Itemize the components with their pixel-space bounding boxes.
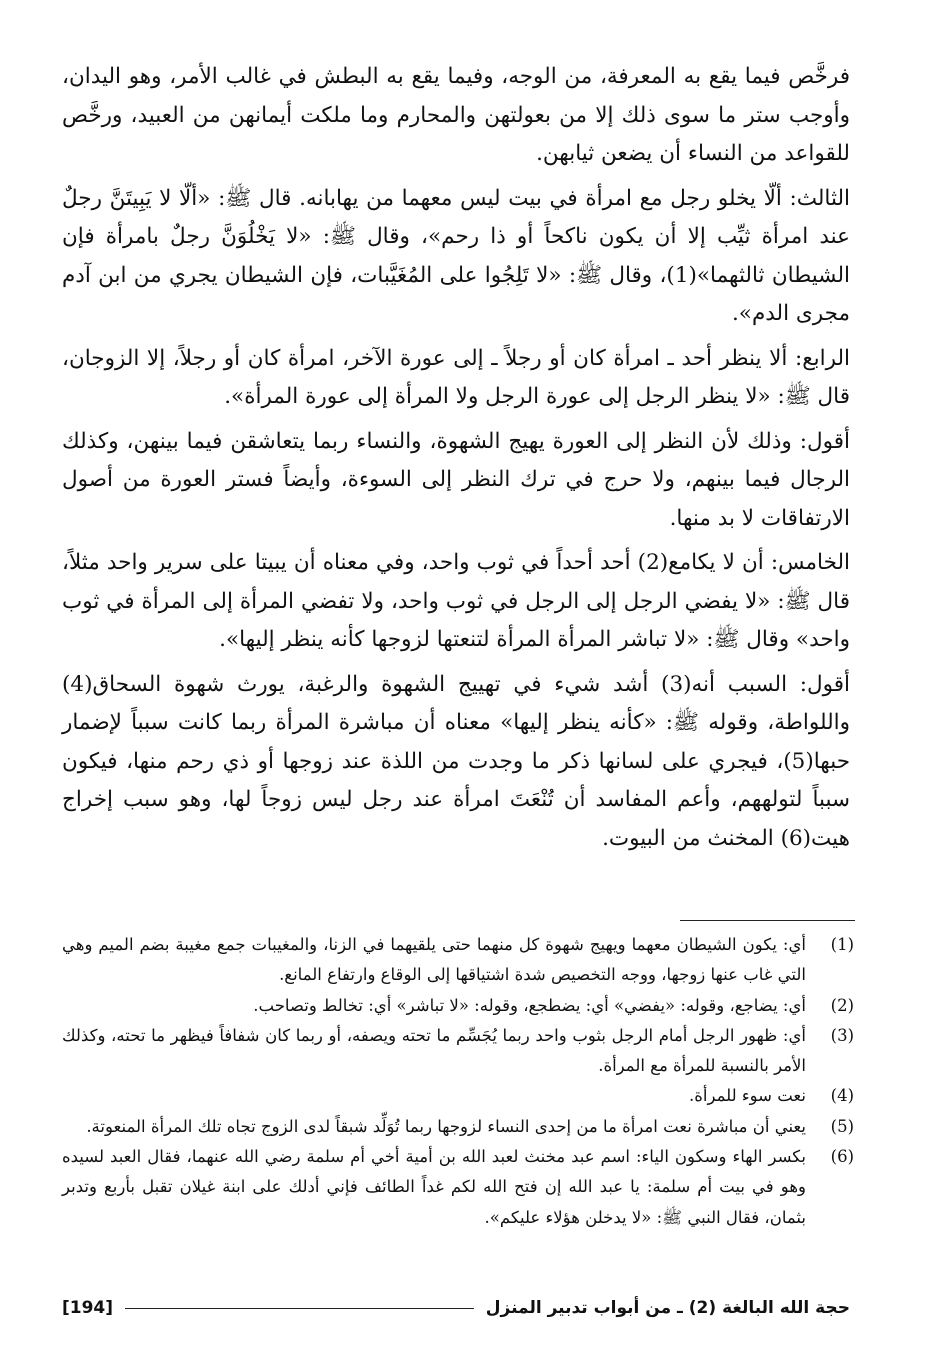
footnote-text: يعني أن مباشرة نعت امرأة ما من إحدى النساء لزوجها ربما تُوَلِّد شبقاً لدى الزوج تجاه تلك المرأة المنعوتة. [86, 1116, 806, 1136]
footnotes [62, 930, 854, 1233]
paragraph-5: الخامس: أن لا يكامع(2) أحد أحداً في ثوب واحد، وفي معناه أن يبيتا على سرير واحد مثلاً، قال ﷺ: «لا يفضي الرجل إلى الرجل في ثوب واحد، ولا تفضي المرأة إلى المرأة في ثوب واحد» وقال ﷺ: «لا تباشر المرأة المرأة لتنعتها لزوجها كأنه ينظر إليها». [62, 550, 850, 652]
paragraph-2: الثالث: ألّا يخلو رجل مع امرأة في بيت ليس معهما من يهابانه. قال ﷺ: «ألّا لا يَبِيتَنَّ رجلٌ عند امرأة ثيِّب إلا أن يكون ناكحاً أو ذا رحم»، وقال ﷺ: «لا يَخْلُوَنَّ رجلٌ بامرأة فإن الشيطان ثالثهما»(1)، وقال ﷺ: «لا تَلِجُوا على المُغَيَّبات، فإن الشيطان يجري من ابن آدم مجرى الدم». [62, 185, 850, 326]
footnote-divider [680, 920, 855, 921]
main-text [62, 58, 850, 864]
footnote-3 [62, 1021, 854, 1082]
footnote-number: (5) [830, 1116, 854, 1136]
footnote-2 [62, 991, 854, 1021]
footnote-number: (3) [830, 1025, 854, 1045]
footnote-number: (6) [830, 1147, 854, 1167]
paragraph-3: الرابع: ألا ينظر أحد ـ امرأة كان أو رجلاً ـ إلى عورة الآخر، امرأة كان أو رجلاً، إلا الزوجان، قال ﷺ: «لا ينظر الرجل إلى عورة الرجل ولا المرأة إلى عورة المرأة». [62, 345, 850, 409]
footnote-text: أي: يكون الشيطان معهما ويهيج شهوة كل منهما حتى يلقيهما في الزنا، والمغيبات جمع مغيبة بضم الميم وهي التي غاب عنها زوجها، ووجه التخصيص شدة اشتياقها إلى الوقاع وارتفاع المانع. [62, 935, 806, 985]
footer-divider [125, 1308, 474, 1309]
footnote-text: أي: ظهور الرجل أمام الرجل بثوب واحد ربما يُجَسِّم ما تحته ويصفه، أو ربما كان شفافاً فيظهر ما تحته، وكذلك الأمر بالنسبة للمرأة مع المرأة. [62, 1025, 806, 1076]
paragraph-4: أقول: وذلك لأن النظر إلى العورة يهيج الشهوة، والنساء ربما يتعاشقن فيما بينهن، وكذلك الرجال فيما بينهم، ولا حرج في ترك النظر إلى السوءة، وأيضاً فستر العورة من أصول الارتفاقات لا بد منها. [62, 428, 850, 531]
footnote-5 [62, 1112, 854, 1142]
footnote-4 [62, 1081, 854, 1111]
paragraph-1: فرخَّص فيما يقع به المعرفة، من الوجه، وفيما يقع به البطش في غالب الأمر، وهو اليدان، وأوجب ستر ما سوى ذلك إلا من بعولتهن والمحارم وما ملكت أيمانهن من العبيد، ورخَّص للقواعد من النساء أن يضعن ثيابهن. [62, 64, 850, 166]
footnote-number: (4) [830, 1086, 854, 1106]
footnote-text: أي: يضاجع، وقوله: «يفضي» أي: يضطجع، وقوله: «لا تباشر» أي: تخالط وتصاحب. [253, 995, 806, 1015]
footnote-text: بكسر الهاء وسكون الياء: اسم عبد مخنث لعبد الله بن أمية أخي أم سلمة رضي الله عنهما، فقال العبد لسيده وهو في بيت أم سلمة: يا عبد الله إن فتح الله لكم غداً الطائف فإني أدلك على ابنة غيلان تقبل بأربع وتدبر بثمان، فقال النبي ﷺ: «لا يدخلن هؤلاء عليكم». [62, 1147, 806, 1227]
footnote-number: (2) [830, 995, 854, 1015]
page-number: [194] [62, 1298, 114, 1318]
footnote-number: (1) [830, 935, 854, 954]
footnote-text: نعت سوء للمرأة. [689, 1086, 806, 1106]
footnote-6 [62, 1142, 854, 1233]
running-title: حجة الله البالغة (2) ـ من أبواب تدبير المنزل [485, 1298, 850, 1318]
footnote-1 [62, 930, 854, 991]
page-footer [62, 1298, 850, 1318]
paragraph-6: أقول: السبب أنه(3) أشد شيء في تهييج الشهوة والرغبة، يورث شهوة السحاق(4) واللواطة، وقوله ﷺ: «كأنه ينظر إليها» معناه أن مباشرة المرأة ربما كانت سبباً لإضمار حبها(5)، فيجري على لسانها ذكر ما وجدت من اللذة عند زوجها أو ذي رحم منها، فيكون سبباً لتولههم، وأعم المفاسد أن تُنْعَتَ امرأة عند رجل ليس زوجاً لها، وهو سبب إخراج هيت(6) المخنث من البيوت. [62, 671, 850, 851]
